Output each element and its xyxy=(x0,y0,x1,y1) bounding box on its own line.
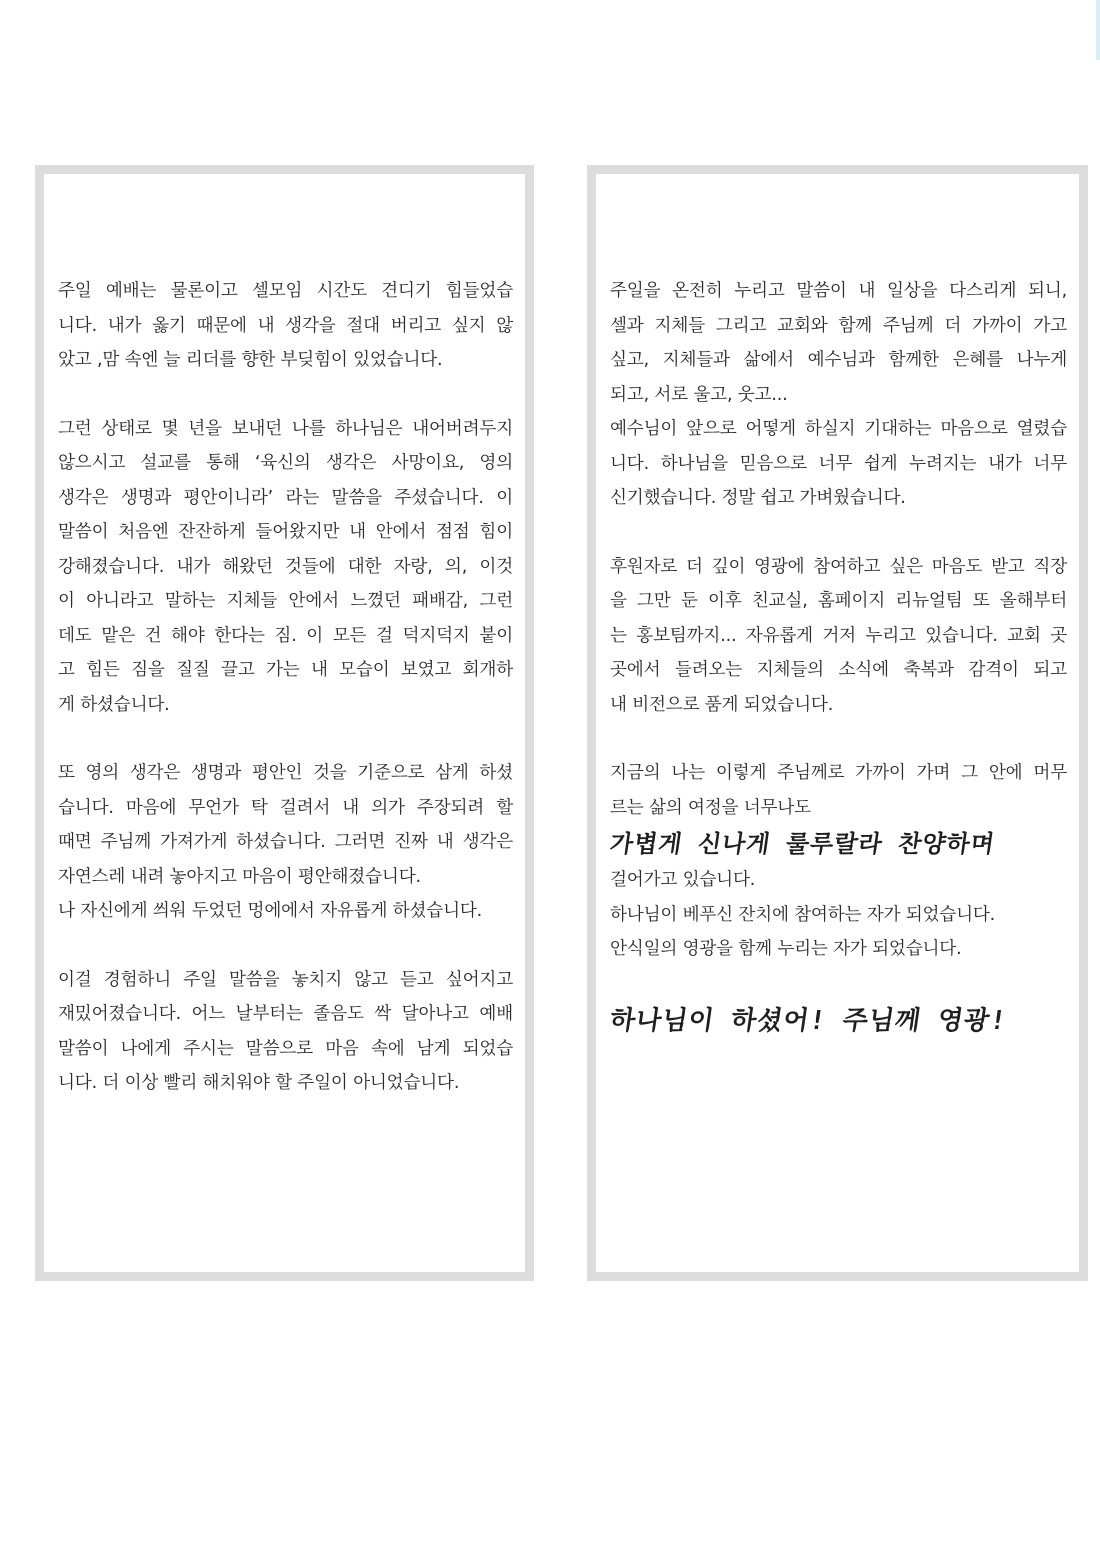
text-line: 안식일의 영광을 함께 누리는 자가 되었습니다. xyxy=(610,939,962,959)
text-line: 곳에서 들려오는 지체들의 소식에 축복과 감격이 되고 xyxy=(610,660,1067,680)
text-line: 또 영의 생각은 생명과 평안인 것을 기준으로 삼게 하셨 xyxy=(58,763,513,783)
page-edge-mark xyxy=(1096,0,1100,60)
left-text-panel xyxy=(35,165,534,1281)
text-line: 않으시고 설교를 통해 ‘육신의 생각은 사망이요, 영의 xyxy=(58,453,513,473)
right-paragraph-1 xyxy=(610,274,1067,516)
text-line: 았고 ,맘 속엔 늘 리더를 향한 부딪힘이 있었습니다. xyxy=(58,350,443,370)
text-line: 이걸 경험하니 주일 말씀을 놓치지 않고 듣고 싶어지고 xyxy=(58,969,513,990)
text-line: 생각은 생명과 평안이니라’ 라는 말씀을 주셨습니다. 이 xyxy=(58,487,513,508)
left-paragraph-2 xyxy=(58,412,513,723)
left-paragraph-3 xyxy=(58,756,513,929)
text-line: 말씀이 처음엔 잔잔하게 들어왔지만 내 안에서 점점 힘이 xyxy=(58,522,513,542)
text-line: 내 비전으로 품게 되었습니다. xyxy=(610,694,834,715)
text-line: 니다. 더 이상 빨리 해치워야 할 주일이 아니었습니다. xyxy=(58,1073,460,1093)
right-paragraph-2 xyxy=(610,550,1067,723)
left-panel-body xyxy=(58,274,513,1135)
text-line: 셀과 지체들 그리고 교회와 함께 주님께 더 가까이 가고 xyxy=(610,315,1067,336)
text-line: 게 하셨습니다. xyxy=(58,694,170,715)
text-line: 르는 삶의 여정을 너무나도 xyxy=(610,797,811,818)
text-line: 자연스레 내려 놓아지고 마음이 평안해졌습니다. xyxy=(58,866,421,887)
right-panel-body xyxy=(607,274,1067,1041)
text-line: 싶고, 지체들과 삶에서 예수님과 함께한 은혜를 나누게 xyxy=(610,350,1067,370)
text-line: 데도 맡은 건 해야 한다는 짐. 이 모든 걸 덕지덕지 붙이 xyxy=(58,625,513,646)
text-line: 지금의 나는 이렇게 주님께로 가까이 가며 그 안에 머무 xyxy=(610,763,1067,783)
text-line: 나 자신에게 씌워 두었던 멍에에서 자유롭게 하셨습니다. xyxy=(58,901,483,921)
text-line: 습니다. 마음에 무언가 탁 걸려서 내 의가 주장되려 할 xyxy=(58,797,513,818)
text-line: 걸어가고 있습니다. xyxy=(610,870,756,890)
handwritten-phrase: 가볍게 신나게 룰루랄라 찬양하며 xyxy=(608,830,997,858)
text-line: 그런 상태로 몇 년을 보내던 나를 하나님은 내어버려두지 xyxy=(58,418,513,439)
text-line: 고 힘든 짐을 질질 끌고 가는 내 모습이 보였고 회개하 xyxy=(58,660,513,680)
text-line: 이 아니라고 말하는 지체들 안에서 느꼈던 패배감, 그런 xyxy=(58,591,513,611)
text-line: 강해졌습니다. 내가 해왔던 것들에 대한 자랑, 의, 이것 xyxy=(58,556,513,577)
text-line: 말씀이 나에게 주시는 말씀으로 마음 속에 남게 되었습 xyxy=(58,1038,513,1059)
text-line: 주일을 온전히 누리고 말씀이 내 일상을 다스리게 되니, xyxy=(610,281,1067,301)
right-text-panel xyxy=(587,165,1088,1281)
text-line: 주일 예배는 물론이고 셀모임 시간도 견디기 힘들었습 xyxy=(58,281,513,301)
left-paragraph-4 xyxy=(58,963,513,1101)
text-line: 때면 주님께 가져가게 하셨습니다. 그러면 진짜 내 생각은 xyxy=(58,832,513,852)
text-line: 을 그만 둔 이후 친교실, 홈페이지 리뉴얼팀 또 올해부터 xyxy=(610,591,1067,611)
text-line: 하나님이 베푸신 잔치에 참여하는 자가 되었습니다. xyxy=(610,904,996,925)
text-line: 예수님이 앞으로 어떻게 하실지 기대하는 마음으로 열렸습 xyxy=(610,419,1067,439)
left-paragraph-1 xyxy=(58,274,513,378)
text-line: 후원자로 더 깊이 영광에 참여하고 싶은 마음도 받고 직장 xyxy=(610,556,1067,577)
text-line: 신기했습니다. 정말 쉽고 가벼웠습니다. xyxy=(610,488,906,508)
text-line: 재밌어졌습니다. 어느 날부터는 졸음도 싹 달아나고 예배 xyxy=(58,1004,513,1024)
right-paragraph-3 xyxy=(610,756,1067,967)
text-line: 니다. 하나님을 믿음으로 너무 쉽게 누려지는 내가 너무 xyxy=(610,453,1067,474)
handwritten-closing: 하나님이 하셨어! 주님께 영광! xyxy=(607,1005,1009,1036)
text-line: 니다. 내가 옳기 때문에 내 생각을 절대 버리고 싶지 않 xyxy=(58,315,513,336)
text-line: 되고, 서로 울고, 웃고... xyxy=(610,384,788,405)
text-line: 는 홍보팀까지... 자유롭게 거저 누리고 있습니다. 교회 곳 xyxy=(610,625,1067,646)
